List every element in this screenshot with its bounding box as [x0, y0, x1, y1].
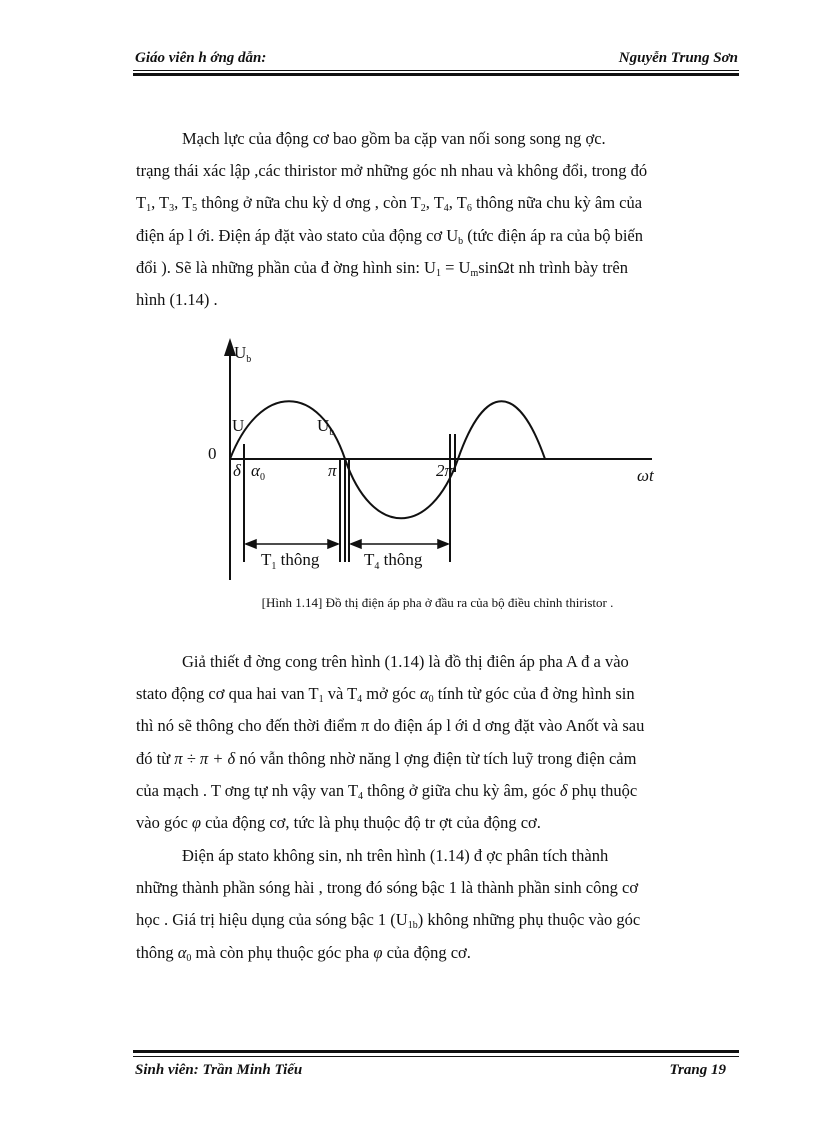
p2-line-3: thì nó sẽ thông cho đến thời điểm π do điện áp l ới d ơng đặt vào Anốt và sau	[136, 716, 645, 736]
footer-left: Sinh viên: Trần Minh Tiếu	[135, 1062, 303, 1078]
p2-line-2: stato động cơ qua hai van $T_1$ và $T_4$ mở góc $\alpha_0$ tính từ góc của đ ờng hình sin	[136, 684, 635, 706]
paragraph-2	[136, 646, 739, 839]
p3-line-4: thông $\alpha_0$ mà còn phụ thuộc góc pha φ của động cơ.	[136, 942, 471, 964]
header-rule-thick	[133, 73, 739, 76]
p2-line-5: của mạch . T ơng tự nh vậy van $T_4$ thông ở giữa chu kỳ âm, góc δ phụ thuộc	[136, 780, 638, 802]
footer-rule-thin	[133, 1056, 739, 1057]
p1-line-4: điện áp l ới. Điện áp đặt vào stato của động cơ $U_b$ (tức điện áp ra của bộ biến	[136, 225, 643, 247]
p2-line-4: đó từ π ÷ π + δ nó vẫn thông nhờ năng l ợng điện từ tích luỹ trong điện cảm	[136, 748, 637, 768]
page-number: Trang 19	[669, 1062, 726, 1078]
svg-text:π: π	[328, 461, 337, 480]
svg-text:Ub: $U_b$	[234, 343, 252, 365]
p2-line-6: vào góc φ của động cơ, tức là phụ thuộc độ tr ợt của động cơ.	[136, 813, 541, 833]
figure-caption: [Hình 1.14] Đồ thị điện áp pha ở đầu ra của bộ điều chỉnh thiristor .	[261, 595, 614, 610]
p1-line-1: Mạch lực của động cơ bao gồm ba cặp van nối song song ng ợc.	[182, 129, 606, 148]
paragraph-1	[136, 123, 739, 316]
header-right: Nguyễn Trung Sơn	[618, 50, 738, 66]
p1-line-5: đổi ). Sẽ là những phần của đ ờng hình sin: $U_1 = U_m\sin\Omega t$ nh trình bày trên	[136, 257, 628, 279]
footer-rule-thick	[133, 1050, 739, 1053]
p1-line-2: trạng thái xác lập ,các thiristor mở những góc nh nhau và không đổi, trong đó	[136, 161, 648, 181]
svg-text:T1 thông: $T_1$ thông	[261, 550, 320, 572]
p2-line-1: Giả thiết đ ờng cong trên hình (1.14) là đồ thị điên áp pha A đ a vào	[182, 652, 629, 671]
p3-line-2: những thành phần sóng hài , trong đó sóng bậc 1 là thành phần sinh công cơ	[136, 878, 639, 898]
svg-text:α0: $\alpha_0$	[251, 461, 265, 483]
svg-text:Ub: $U_b$	[317, 416, 335, 438]
paragraph-3	[136, 840, 739, 969]
svg-text:ωt: ωt	[637, 466, 654, 485]
figure-waveform	[0, 330, 816, 590]
p3-line-1: Điện áp stato không sin, nh trên hình (1.14) đ ợc phân tích thành	[182, 846, 609, 865]
header-left: Giáo viên h ớng dẫn:	[135, 50, 267, 66]
p1-line-6: hình (1.14) .	[136, 290, 218, 310]
p1-line-3: $T_1$, $T_3$, $T_5$ thông ở nữa chu kỳ d ơng , còn $T_2$, $T_4$, $T_6$ thông nữa chu kỳ âm của	[136, 193, 643, 215]
svg-text:0: 0	[208, 444, 217, 463]
svg-text:δ: δ	[233, 461, 241, 480]
svg-text:T4 thông: $T_4$ thông	[364, 550, 423, 572]
header-rule-thin	[133, 70, 739, 71]
svg-text:2π: 2π	[436, 461, 454, 480]
p3-line-3: học . Giá trị hiệu dụng của sóng bậc 1 $(U_{1b})$ không những phụ thuộc vào góc	[136, 910, 641, 932]
svg-text:U: U	[232, 416, 245, 435]
